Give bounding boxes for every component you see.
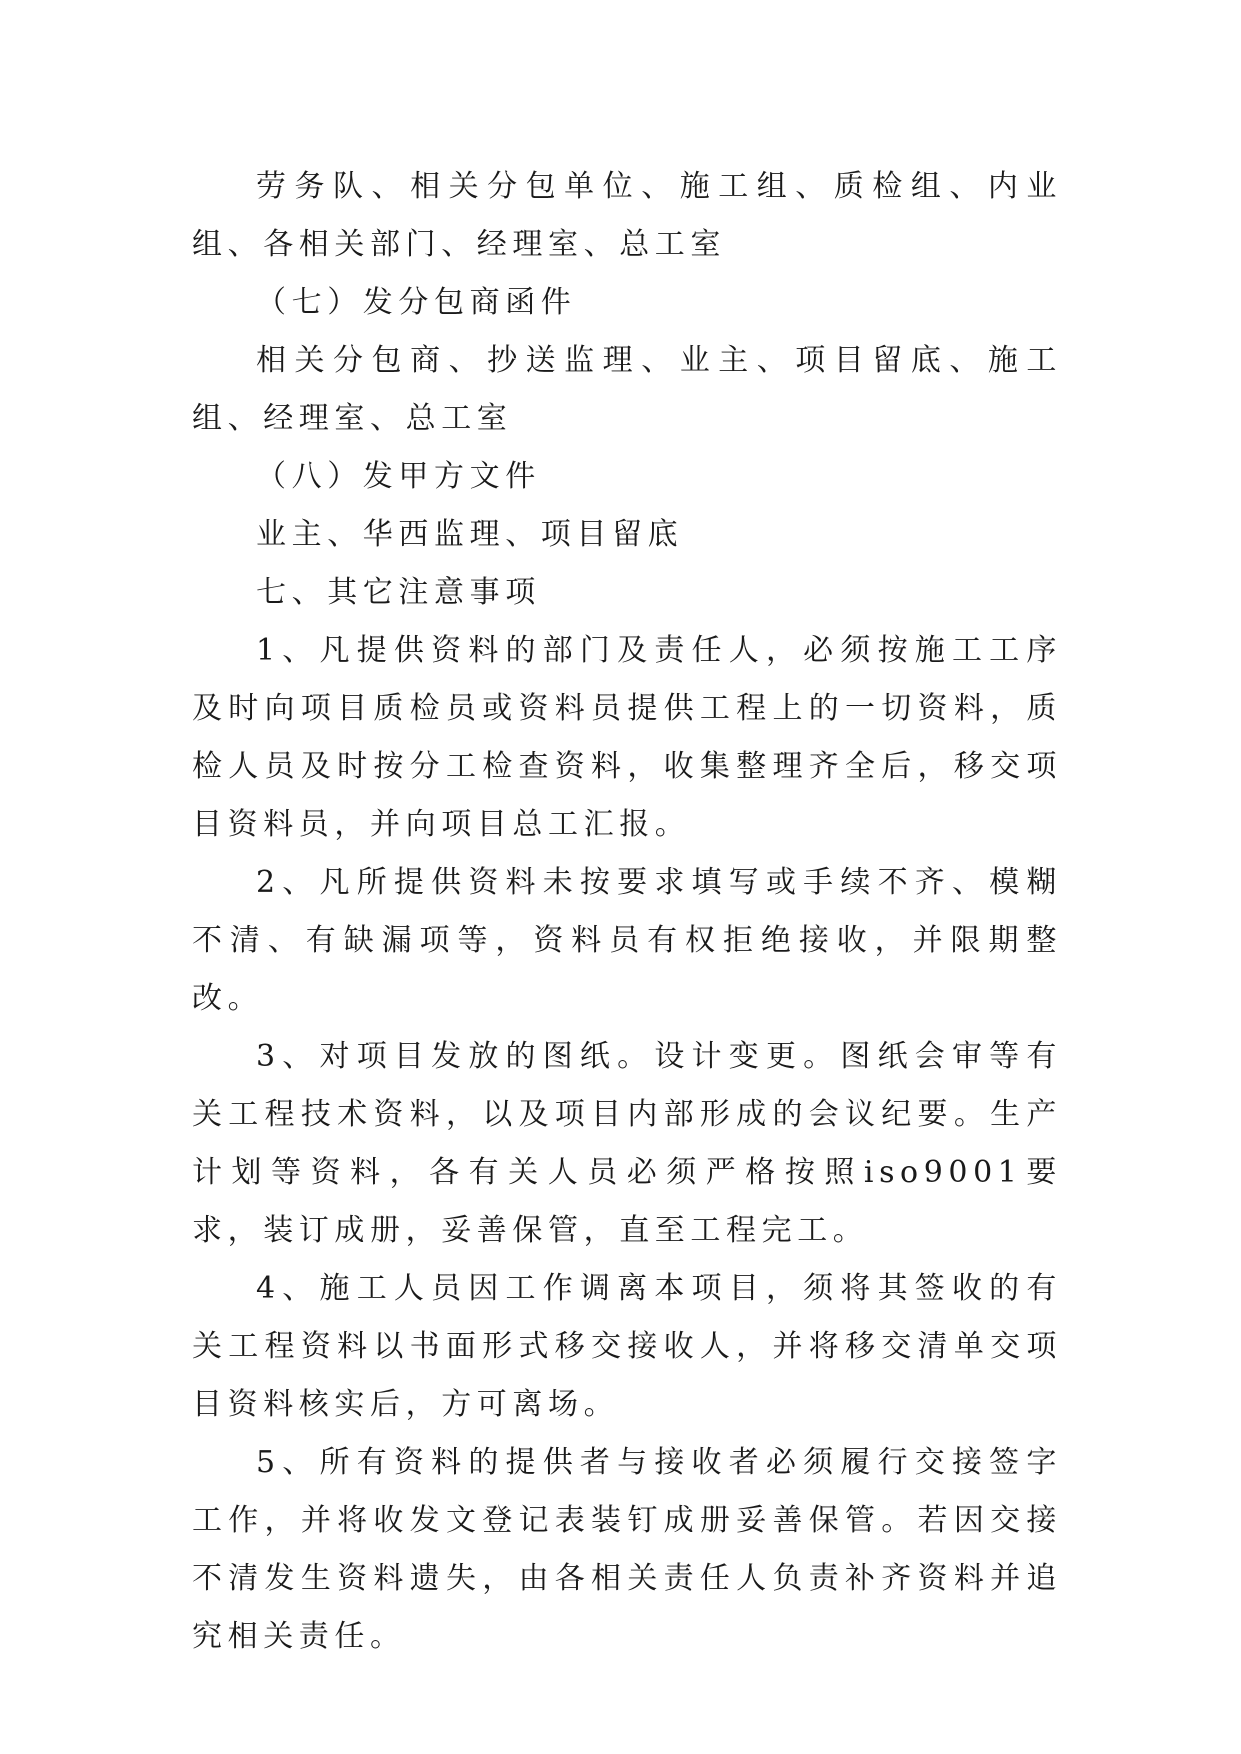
- paragraph-note-1: 1、凡提供资料的部门及责任人，必须按施工工序及时向项目质检员或资料员提供工程上的一切资料，质检人员及时按分工检查资料，收集整理齐全后，移交项目资料员，并向项目总工汇报。: [192, 633, 1062, 842]
- paragraph-note-4: 4、施工人员因工作调离本项目，须将其签收的有关工程资料以书面形式移交接收人，并将移交清单交项目资料核实后，方可离场。: [192, 1271, 1062, 1422]
- paragraph-note-2: 2、凡所提供资料未按要求填写或手续不齐、模糊不清、有缺漏项等，资料员有权拒绝接收，并限期整改。: [192, 865, 1062, 1016]
- paragraph-note-5: 5、所有资料的提供者与接收者必须履行交接签字工作，并将收发文登记表装钉成册妥善保管。若因交接不清发生资料遗失，由各相关责任人负责补齐资料并追究相关责任。: [192, 1445, 1062, 1654]
- heading-subcontractor-letters: （七）发分包商函件: [256, 285, 577, 320]
- paragraph-distribution-subcontractor: 相关分包商、抄送监理、业主、项目留底、施工组、经理室、总工室: [192, 343, 1062, 436]
- document-body: [192, 158, 1062, 1666]
- heading-owner-documents: （八）发甲方文件: [256, 459, 541, 494]
- paragraph-distribution-labor: 劳务队、相关分包单位、施工组、质检组、内业组、各相关部门、经理室、总工室: [192, 169, 1062, 262]
- paragraph-note-3: 3、对项目发放的图纸。设计变更。图纸会审等有关工程技术资料，以及项目内部形成的会议纪要。生产计划等资料，各有关人员必须严格按照iso9001要求，装订成册，妥善保管，直至工程完工。: [192, 1039, 1062, 1248]
- heading-other-notes: 七、其它注意事项: [256, 575, 541, 610]
- paragraph-distribution-owner: 业主、华西监理、项目留底: [256, 517, 684, 552]
